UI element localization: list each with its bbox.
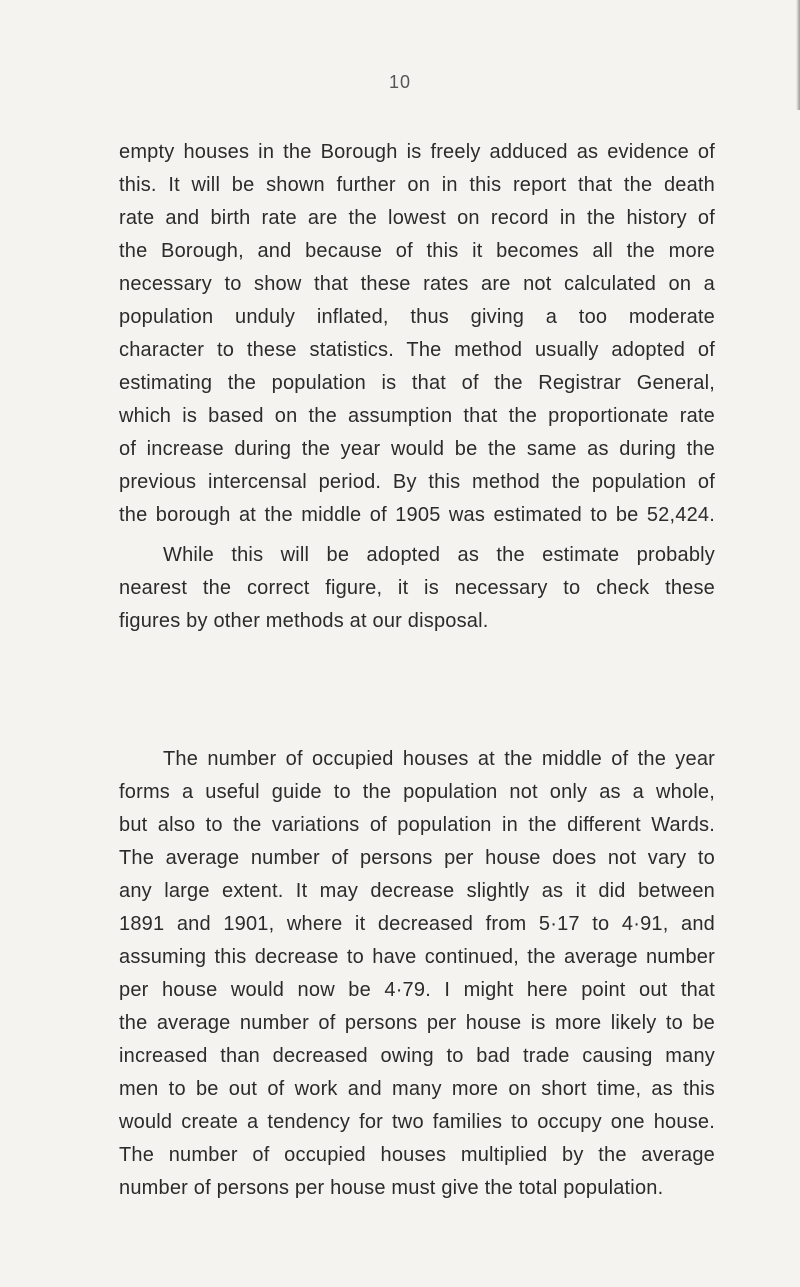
text-line: While this will be adopted as the estimate probably [163, 544, 715, 566]
text-line: forms a useful guide to the population not only as a whole, [119, 781, 715, 803]
text-line: figures by other methods at our disposal. [119, 610, 489, 632]
text-line: this. It will be shown further on in this report that the death [119, 174, 715, 196]
text-line: of increase during the year would be the same as during the [119, 438, 715, 460]
page-edge-shadow [796, 0, 800, 110]
text-line: any large extent. It may decrease slightly as it did between [119, 880, 715, 902]
text-line: but also to the variations of population in the different Wards. [119, 814, 715, 836]
text-line: The average number of persons per house does not vary to [119, 847, 715, 869]
text-line: the borough at the middle of 1905 was estimated to be 52,424. [119, 504, 715, 526]
text-line: assuming this decrease to have continued, the average number [119, 946, 715, 968]
text-line: The number of occupied houses multiplied by the average [119, 1144, 715, 1166]
text-line: the Borough, and because of this it becomes all the more [119, 240, 715, 262]
text-line: necessary to show that these rates are not calculated on a [119, 273, 715, 295]
text-line: estimating the population is that of the Registrar General, [119, 372, 715, 394]
text-line: number of persons per house must give the total population. [119, 1177, 664, 1199]
text-line: character to these statistics. The method usually adopted of [119, 339, 715, 361]
text-line: increased than decreased owing to bad trade causing many [119, 1045, 715, 1067]
paragraph-1 [119, 136, 715, 532]
text-line: per house would now be 4·79. I might here point out that [119, 979, 715, 1001]
text-line: previous intercensal period. By this method the population of [119, 471, 715, 493]
paragraph-2 [119, 539, 715, 638]
text-line: would create a tendency for two families to occupy one house. [119, 1111, 715, 1133]
text-line: men to be out of work and many more on short time, as this [119, 1078, 715, 1100]
text-line: nearest the correct figure, it is necessary to check these [119, 577, 715, 599]
text-line: the average number of persons per house is more likely to be [119, 1012, 715, 1034]
text-line: 1891 and 1901, where it decreased from 5·17 to 4·91, and [119, 913, 715, 935]
text-line: empty houses in the Borough is freely adduced as evidence of [119, 141, 715, 163]
text-line: population unduly inflated, thus giving a too moderate [119, 306, 715, 328]
page-number: 10 [388, 72, 412, 92]
paragraph-3 [119, 743, 715, 1205]
text-line: rate and birth rate are the lowest on record in the history of [119, 207, 715, 229]
text-line: which is based on the assumption that the proportionate rate [119, 405, 715, 427]
text-line: The number of occupied houses at the middle of the year [163, 748, 715, 770]
